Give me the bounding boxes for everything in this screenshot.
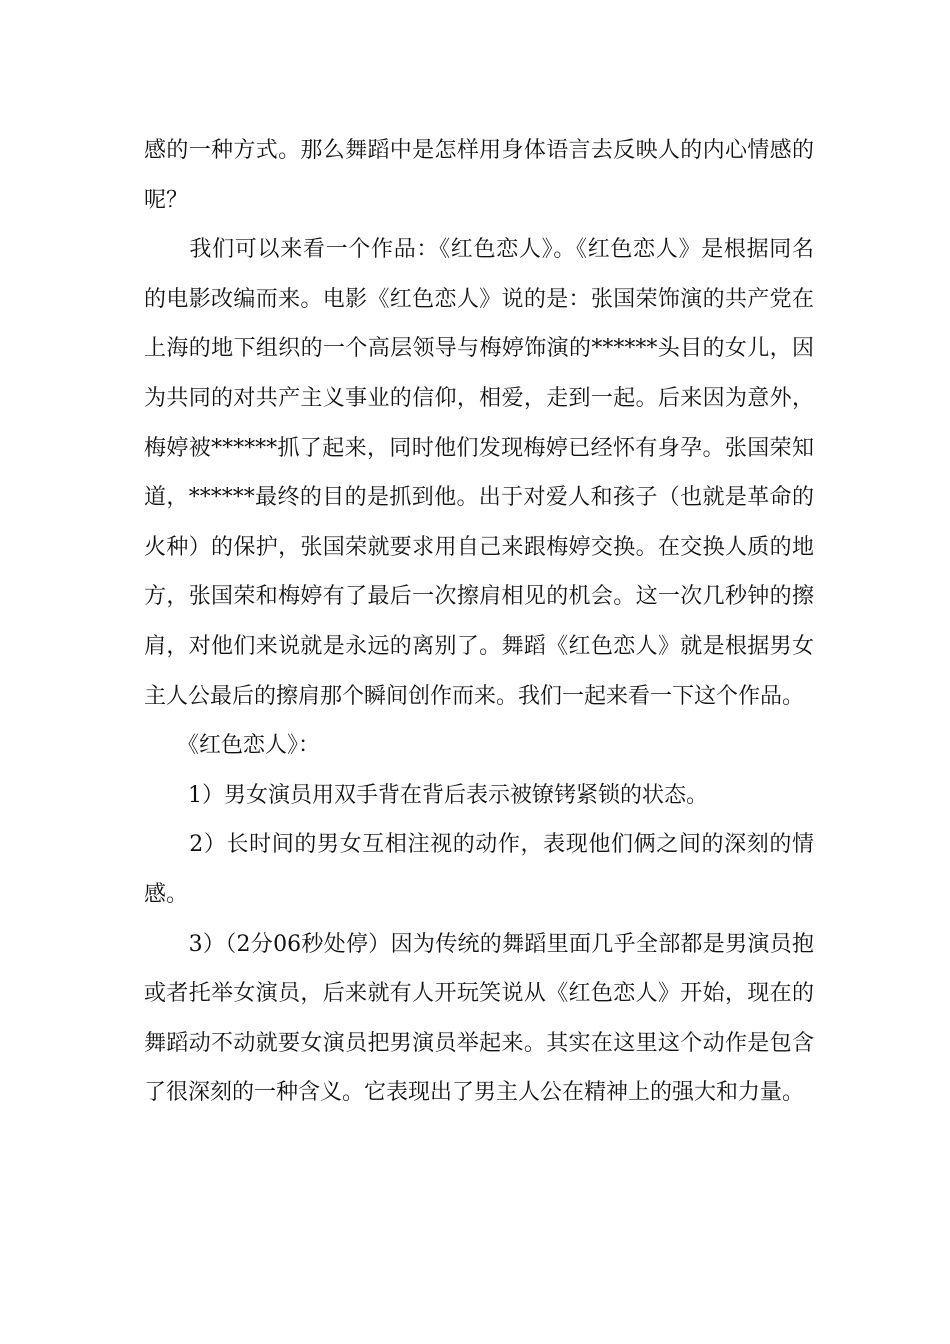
list-item-3: 3）（2分06秒处停）因为传统的舞蹈里面几乎全部都是男演员抱或者托举女演员，后来就有人开玩笑说从《红色恋人》开始，现在的舞蹈动不动就要女演员把男演员举起来。其实在这里这个动作是包含了很深刻的一种含义。它表现出了男主人公在精神上的强大和力量。 bbox=[144, 931, 814, 1106]
list-item-2: 2）长时间的男女互相注视的动作，表现他们俩之间的深刻的情感。 bbox=[144, 832, 814, 907]
paragraph-continuation: 感的一种方式。那么舞蹈中是怎样用身体语言去反映人的内心情感的呢？ bbox=[144, 138, 814, 213]
paragraph-red-lover-intro: 我们可以来看一个作品：《红色恋人》。《红色恋人》是根据同名的电影改编而来。电影《红色恋人》说的是：张国荣饰演的共产党在上海的地下组织的一个高层领导与梅婷饰演的******头目的女儿，因为共同的对共产主义事业的信仰，相爱，走到一起。后来因为意外，梅婷被******抓了起来，同时他们发现梅婷已经怀有身孕。张国荣知道，******最终的目的是抓到他。出于对爱人和孩子（也就是革命的火种）的保护，张国荣就要求用自己来跟梅婷交换。在交换人质的地方，张国荣和梅婷有了最后一次擦肩相见的机会。这一次几秒钟的擦肩，对他们来说就是永远的离别了。舞蹈《红色恋人》就是根据男女主人公最后的擦肩那个瞬间创作而来。我们一起来看一下这个作品。 bbox=[144, 237, 814, 709]
paragraph-work-title: 《红色恋人》： bbox=[144, 733, 321, 759]
list-item-1: 1）男女演员用双手背在背后表示被镣铐紧锁的状态。 bbox=[144, 782, 708, 808]
document-body bbox=[144, 126, 814, 1118]
